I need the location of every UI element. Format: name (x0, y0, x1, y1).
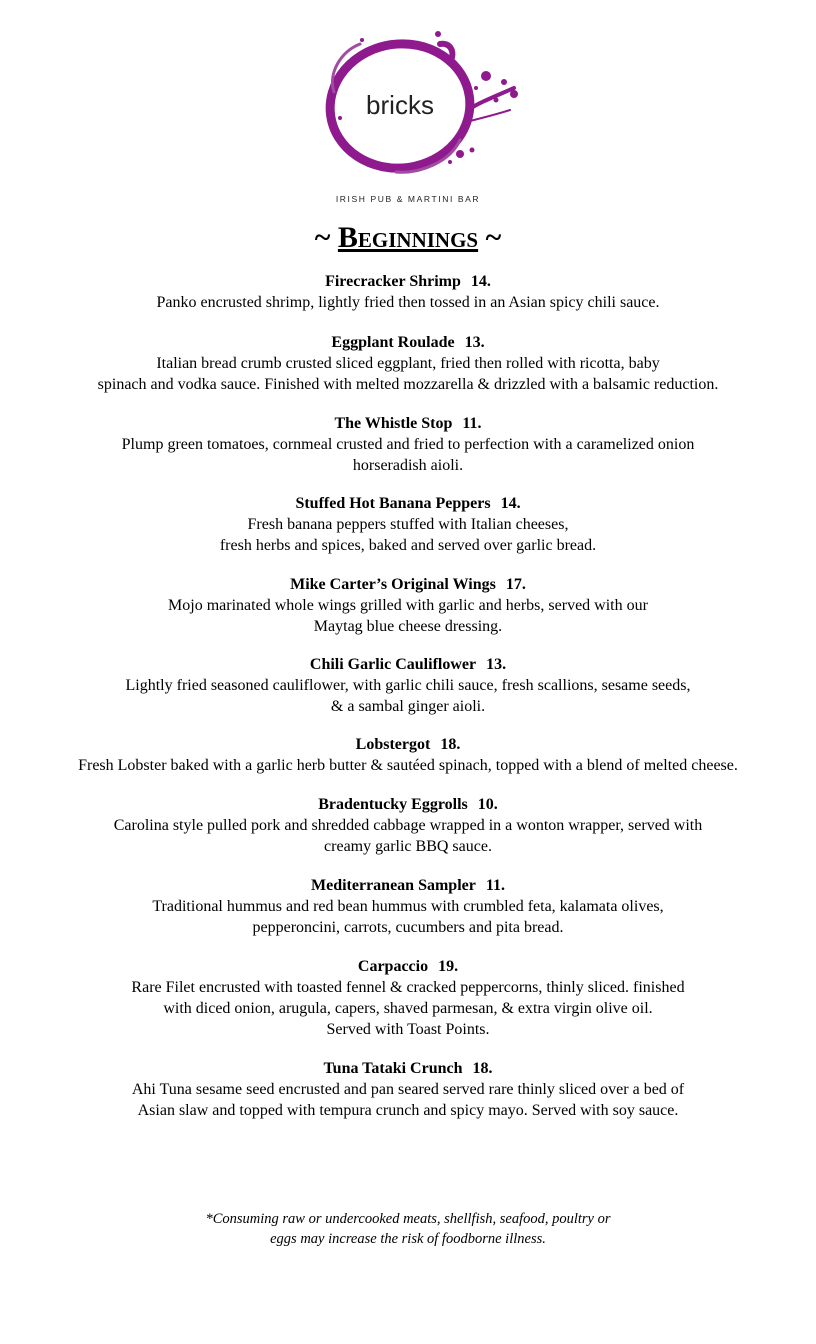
section-suffix: ~ (485, 221, 502, 254)
menu-item (0, 1058, 816, 1121)
menu-item-title (0, 734, 816, 755)
menu-item-title (0, 332, 816, 353)
menu-item-description: Ahi Tuna sesame seed encrusted and pan seared served rare thinly sliced over a bed of (131, 1081, 685, 1098)
menu-item-price: 11. (485, 877, 505, 894)
menu-item-description: pepperoncini, carrots, cucumbers and pita bread. (252, 919, 564, 936)
menu-item-name: Mike Carter’s Original Wings (290, 576, 496, 593)
brand-logo-mark (300, 22, 530, 192)
menu-item (0, 413, 816, 476)
menu-item-description: Mojo marinated whole wings grilled with garlic and herbs, served with our (168, 597, 648, 614)
menu-item-description: Maytag blue cheese dressing. (313, 618, 503, 635)
disclaimer-line: eggs may increase the risk of foodborne illness. (270, 1230, 546, 1247)
menu-item-description: horseradish aioli. (352, 457, 464, 474)
menu-item-name: Chili Garlic Cauliflower (309, 656, 477, 673)
menu-item-description: Asian slaw and topped with tempura crunch and spicy mayo. Served with soy sauce. (137, 1102, 679, 1119)
menu-item-description: creamy garlic BBQ sauce. (324, 838, 492, 855)
menu-item (0, 271, 816, 313)
menu-item-title (0, 1058, 816, 1079)
menu-item-description: Traditional hummus and red bean hummus with crumbled feta, kalamata olives, (152, 898, 664, 915)
menu-item (0, 332, 816, 395)
menu-item-description: Fresh Lobster baked with a garlic herb butter & sautéed spinach, topped with a blend of melted cheese. (78, 757, 738, 774)
menu-item-title (0, 875, 816, 896)
menu-item-description: Plump green tomatoes, cornmeal crusted and fried to perfection with a caramelized onion (121, 436, 695, 453)
menu-item-description: Served with Toast Points. (326, 1021, 490, 1038)
section-prefix: ~ (314, 221, 331, 254)
menu-items-list (0, 271, 816, 1121)
menu-item-name: Bradentucky Eggrolls (318, 796, 468, 813)
menu-item-description: Carolina style pulled pork and shredded cabbage wrapped in a wonton wrapper, served with (113, 817, 703, 834)
menu-item-description: Lightly fried seasoned cauliflower, with garlic chili sauce, fresh scallions, sesame seeds, (125, 677, 691, 694)
logo-tagline: IRISH PUB & MARTINI BAR (335, 194, 481, 204)
menu-item-price: 14. (470, 273, 491, 290)
food-safety-disclaimer (0, 1210, 816, 1249)
menu-item-name: Tuna Tataki Crunch (323, 1060, 463, 1077)
menu-item (0, 875, 816, 938)
menu-item (0, 734, 816, 776)
menu-item-name: Mediterranean Sampler (311, 877, 476, 894)
menu-item-price: 10. (477, 796, 498, 813)
section-heading (0, 218, 816, 258)
menu-item-price: 18. (440, 736, 461, 753)
menu-item-title (0, 654, 816, 675)
menu-item-description: Rare Filet encrusted with toasted fennel & cracked peppercorns, thinly sliced. finished (131, 979, 685, 996)
menu-item-description: Italian bread crumb crusted sliced eggplant, fried then rolled with ricotta, baby (156, 355, 660, 372)
menu-item-description: fresh herbs and spices, baked and served over garlic bread. (219, 537, 597, 554)
menu-item-name: Firecracker Shrimp (325, 273, 461, 290)
menu-item-description: Fresh banana peppers stuffed with Italian cheeses, (247, 516, 569, 533)
menu-item-name: Carpaccio (357, 958, 429, 975)
menu-item-name: Eggplant Roulade (331, 334, 455, 351)
menu-item-name: Lobstergot (355, 736, 431, 753)
menu-item-title (0, 413, 816, 434)
menu-item-price: 19. (438, 958, 459, 975)
menu-item-description: spinach and vodka sauce. Finished with melted mozzarella & drizzled with a balsamic reduction. (97, 376, 719, 393)
menu-item-price: 14. (500, 495, 521, 512)
logo-wordmark: bricks (366, 90, 434, 120)
menu-item (0, 493, 816, 556)
menu-item-description: Panko encrusted shrimp, lightly fried then tossed in an Asian spicy chili sauce. (156, 294, 660, 311)
menu-item-title (0, 271, 816, 292)
menu-item-name: Stuffed Hot Banana Peppers (295, 495, 491, 512)
section-title: Beginnings (337, 221, 479, 254)
menu-item-title (0, 493, 816, 514)
brand-logo (0, 22, 816, 212)
menu-item-name: The Whistle Stop (334, 415, 453, 432)
disclaimer-line: *Consuming raw or undercooked meats, shellfish, seafood, poultry or (205, 1211, 611, 1227)
menu-item-title (0, 794, 816, 815)
menu-item (0, 654, 816, 717)
menu-item-title (0, 574, 816, 595)
menu-item-price: 18. (472, 1060, 493, 1077)
menu-item-price: 11. (462, 415, 482, 432)
menu-item-title (0, 956, 816, 977)
menu-item-price: 17. (505, 576, 526, 593)
menu-item-price: 13. (464, 334, 485, 351)
menu-item (0, 794, 816, 857)
menu-item-description: & a sambal ginger aioli. (330, 698, 486, 715)
menu-item-price: 13. (486, 656, 507, 673)
menu-item-description: with diced onion, arugula, capers, shaved parmesan, & extra virgin olive oil. (163, 1000, 653, 1017)
menu-item (0, 574, 816, 637)
menu-item (0, 956, 816, 1040)
